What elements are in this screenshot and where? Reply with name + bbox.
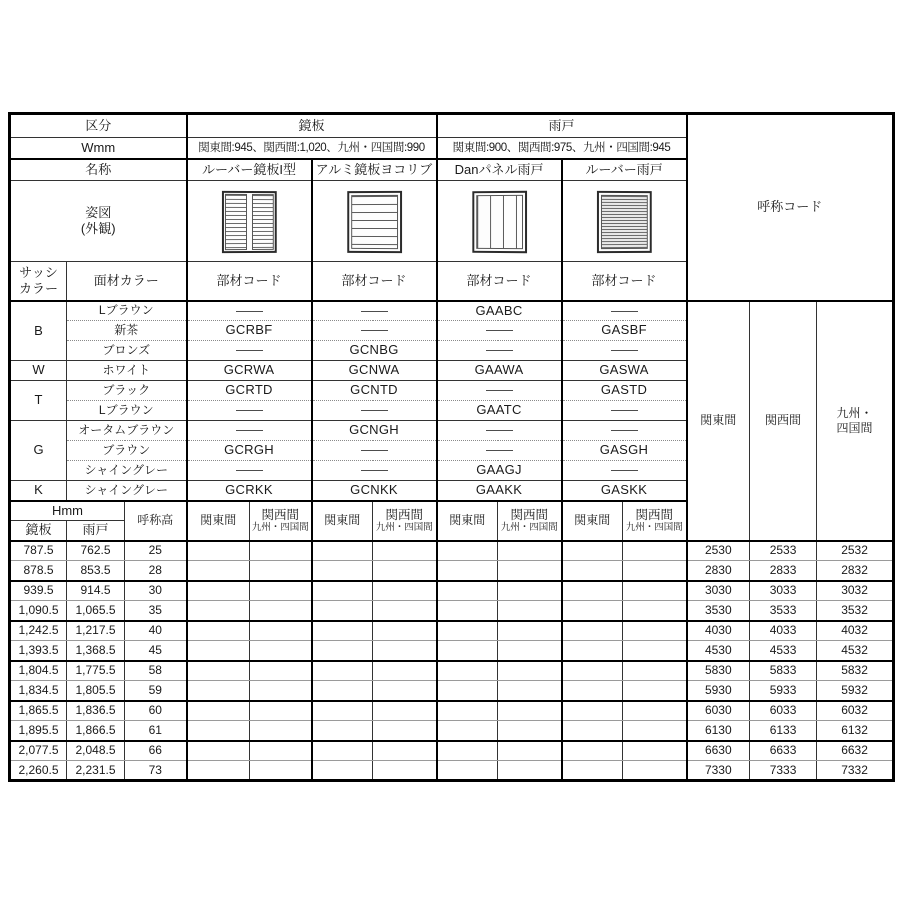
louver-shutter-image [596,190,651,252]
empty-code-cell [250,761,312,781]
empty-code-cell [250,701,312,721]
kansai-call-code: 6633 [750,741,817,761]
part-code-cell [187,461,312,481]
empty-code-cell [437,681,498,701]
kanto-call-code: 2830 [687,561,750,581]
empty-code-cell [498,561,562,581]
aluminum-mirror-panel-yokorib-image [347,190,402,252]
no-code-dash [486,330,513,331]
kansai-call-code: 2833 [750,561,817,581]
empty-code-cell [623,721,687,741]
sash-color-letter: B [10,301,67,361]
empty-code-cell [250,641,312,661]
kanto-region-header: 関東間 [687,301,750,541]
empty-code-cell [373,681,437,701]
empty-code-cell [437,621,498,641]
call-code-header: 呼称コード [687,114,894,301]
size-row [10,741,894,761]
empty-code-cell [437,741,498,761]
part-code-cell: GASTD [562,381,687,401]
call-height-value: 28 [125,561,187,581]
kyushu-call-code: 3532 [817,601,894,621]
kanto-call-code: 4030 [687,621,750,641]
empty-code-cell [623,581,687,601]
no-code-dash [611,470,638,471]
part-code-row [10,301,894,321]
part-code-cell: GCRTD [187,381,312,401]
part-code-header-3: 部材コード [437,262,562,301]
louver-mirror-panel-i-image [221,190,276,252]
empty-code-cell [312,641,373,661]
empty-code-cell [437,541,498,561]
no-code-dash [361,311,388,312]
call-height-value: 66 [125,741,187,761]
kanto-call-code: 6030 [687,701,750,721]
kyushu-call-code: 5832 [817,661,894,681]
kanto-call-code: 2530 [687,541,750,561]
kanto-call-code: 4530 [687,641,750,661]
no-code-dash [611,430,638,431]
empty-code-cell [562,601,623,621]
size-row [10,561,894,581]
empty-code-cell [498,601,562,621]
part-code-cell: GCNKK [312,481,437,501]
dan-panel-shutter-image [472,190,527,252]
empty-code-cell [250,681,312,701]
h-storm-shutter-value: 1,836.5 [67,701,125,721]
empty-code-cell [437,601,498,621]
empty-code-cell [373,601,437,621]
empty-code-cell [562,641,623,661]
empty-code-cell [623,761,687,781]
kanto-call-code: 5830 [687,661,750,681]
part-code-cell: GAAGJ [437,461,562,481]
kanto-call-code: 3530 [687,601,750,621]
empty-code-cell [498,681,562,701]
product-name-louver-shutter: ルーバー雨戸 [562,159,687,181]
part-code-cell [437,381,562,401]
mirror-panel-widths: 関東間:945、関西間:1,020、九州・四国間:990 [187,138,437,159]
empty-code-cell [312,661,373,681]
h-storm-shutter-value: 1,065.5 [67,601,125,621]
sash-color-letter: W [10,361,67,381]
empty-code-cell [498,721,562,741]
kyushu-shikoku-region-header [817,301,894,541]
empty-code-cell [562,761,623,781]
no-code-dash [361,450,388,451]
spec-table [8,112,895,782]
h-storm-shutter-value: 1,368.5 [67,641,125,661]
empty-code-cell [187,561,250,581]
size-row [10,581,894,601]
empty-code-cell [437,721,498,741]
empty-code-cell [562,681,623,701]
h-mirror-panel-value: 787.5 [10,541,67,561]
part-code-cell [562,421,687,441]
empty-code-cell [187,761,250,781]
empty-code-cell [187,621,250,641]
kanto-call-code: 6130 [687,721,750,741]
kyushu-call-code: 5932 [817,681,894,701]
h-storm-shutter-value: 762.5 [67,541,125,561]
h-mirror-panel-value: 2,077.5 [10,741,67,761]
empty-code-cell [437,661,498,681]
kansai-kyushu-subheader-1: 関西間 九州・四国間 [250,501,312,541]
h-mirror-panel-value: 1,895.5 [10,721,67,741]
part-code-cell [187,341,312,361]
h-storm-shutter-value: 2,231.5 [67,761,125,781]
size-row [10,641,894,661]
kanto-subheader-3: 関東間 [437,501,498,541]
empty-code-cell [312,761,373,781]
kansai-kyushu-subheader-4: 関西間 九州・四国間 [623,501,687,541]
empty-code-cell [312,541,373,561]
sash-color-header: サッシ カラー [10,262,67,301]
kanto-subheader-4: 関東間 [562,501,623,541]
no-code-dash [611,311,638,312]
empty-code-cell [250,601,312,621]
face-material-color-name: Lブラウン [67,301,187,321]
h-storm-shutter-value: 853.5 [67,561,125,581]
empty-code-cell [250,621,312,641]
face-material-color-name: シャイングレー [67,461,187,481]
h-mirror-panel-value: 1,090.5 [10,601,67,621]
kansai-call-code: 7333 [750,761,817,781]
size-row [10,661,894,681]
empty-code-cell [373,661,437,681]
part-code-cell: GCNGH [312,421,437,441]
empty-code-cell [623,741,687,761]
face-material-color-name: ホワイト [67,361,187,381]
empty-code-cell [312,581,373,601]
empty-code-cell [373,621,437,641]
call-height-value: 25 [125,541,187,561]
empty-code-cell [498,701,562,721]
no-code-dash [361,470,388,471]
part-code-cell: GCNBG [312,341,437,361]
h-mirror-panel-value: 2,260.5 [10,761,67,781]
part-code-header-1: 部材コード [187,262,312,301]
empty-code-cell [437,641,498,661]
part-code-cell [562,301,687,321]
part-code-cell: GASBF [562,321,687,341]
part-code-cell: GCRGH [187,441,312,461]
empty-code-cell [562,721,623,741]
empty-code-cell [187,641,250,661]
empty-code-cell [623,561,687,581]
category-row [10,114,894,138]
size-row [10,701,894,721]
part-code-cell [312,461,437,481]
kyushu-region-header-line: 九州・ [836,405,873,420]
kansai-call-code: 2533 [750,541,817,561]
kansai-call-code: 3033 [750,581,817,601]
h-mirror-panel-value: 1,242.5 [10,621,67,641]
part-code-header-2: 部材コード [312,262,437,301]
no-code-dash [236,410,263,411]
call-height-value: 60 [125,701,187,721]
part-code-cell [437,441,562,461]
part-code-cell: GASWA [562,361,687,381]
empty-code-cell [498,621,562,641]
empty-code-cell [373,761,437,781]
part-code-cell [187,401,312,421]
kyushu-call-code: 2532 [817,541,894,561]
part-code-cell [312,441,437,461]
empty-code-cell [623,601,687,621]
h-mirror-panel-value: 1,834.5 [10,681,67,701]
size-row [10,541,894,561]
kyushu-call-code: 6032 [817,701,894,721]
empty-code-cell [562,581,623,601]
empty-code-cell [623,621,687,641]
kanto-call-code: 7330 [687,761,750,781]
empty-code-cell [312,701,373,721]
size-row [10,681,894,701]
empty-code-cell [187,681,250,701]
face-material-color-name: シャイングレー [67,481,187,501]
call-height-value: 59 [125,681,187,701]
wmm-label: Wmm [10,138,187,159]
spec-sheet [8,112,895,782]
no-code-dash [486,350,513,351]
empty-code-cell [373,741,437,761]
empty-code-cell [250,661,312,681]
empty-code-cell [312,601,373,621]
empty-code-cell [187,721,250,741]
empty-code-cell [187,741,250,761]
product-name-aluminum-yokorib: アルミ鏡板ヨコリブ [312,159,437,181]
part-code-cell: GAAWA [437,361,562,381]
empty-code-cell [187,541,250,561]
no-code-dash [611,350,638,351]
part-code-cell [437,321,562,341]
part-code-cell: GAAKK [437,481,562,501]
no-code-dash [236,350,263,351]
kyushu-call-code: 6632 [817,741,894,761]
part-code-cell: GAATC [437,401,562,421]
no-code-dash [486,390,513,391]
empty-code-cell [437,581,498,601]
face-material-color-name: Lブラウン [67,401,187,421]
kansai-call-code: 6133 [750,721,817,741]
category-label: 区分 [10,114,187,138]
face-material-color-name: ブロンズ [67,341,187,361]
empty-code-cell [562,541,623,561]
kyushu-call-code: 7332 [841,762,868,777]
part-code-cell [562,341,687,361]
face-material-color-header: 面材カラー [67,262,187,301]
h-mirror-panel-value: 1,804.5 [10,661,67,681]
kyushu-call-code: 6132 [817,721,894,741]
call-height-value: 45 [125,641,187,661]
empty-code-cell [250,721,312,741]
part-code-cell: GCRKK [187,481,312,501]
call-height-header: 呼称高 [125,501,187,541]
kanto-subheader-1: 関東間 [187,501,250,541]
part-code-cell [312,401,437,421]
empty-code-cell [187,581,250,601]
part-code-cell: GASGH [562,441,687,461]
kyushu-call-code: 4532 [817,641,894,661]
h-storm-shutter-value: 1,866.5 [67,721,125,741]
product-name-dan-panel: Danパネル雨戸 [437,159,562,181]
no-code-dash [611,410,638,411]
hmm-header: Hmm [10,501,125,521]
empty-code-cell [312,721,373,741]
empty-code-cell [437,761,498,781]
empty-code-cell [562,621,623,641]
size-row [10,601,894,621]
part-code-cell [562,401,687,421]
call-height-value: 61 [125,721,187,741]
empty-code-cell [623,701,687,721]
empty-code-cell [312,681,373,701]
no-code-dash [361,410,388,411]
h-mirror-panel-value: 1,393.5 [10,641,67,661]
size-row [10,621,894,641]
part-code-cell [187,421,312,441]
call-height-value: 58 [125,661,187,681]
part-code-cell: GAABC [437,301,562,321]
empty-code-cell [437,561,498,581]
sash-color-letter: K [10,481,67,501]
kansai-call-code: 5933 [750,681,817,701]
part-code-cell [437,421,562,441]
empty-code-cell [498,581,562,601]
empty-code-cell [562,701,623,721]
face-material-color-name: ブラック [67,381,187,401]
h-mirror-panel-value: 878.5 [10,561,67,581]
kansai-call-code: 5833 [750,661,817,681]
empty-code-cell [498,641,562,661]
empty-code-cell [187,601,250,621]
h-mirror-panel-col-header: 鏡板 [10,521,67,541]
kanto-subheader-2: 関東間 [312,501,373,541]
kansai-call-code: 3533 [750,601,817,621]
h-mirror-panel-value: 939.5 [10,581,67,601]
size-row [10,761,894,781]
empty-code-cell [373,581,437,601]
empty-code-cell [498,661,562,681]
part-code-cell: GCRWA [187,361,312,381]
part-code-cell: GCRBF [187,321,312,341]
kansai-region-header: 関西間 [750,301,817,541]
storm-shutter-group-header: 雨戸 [437,114,687,138]
call-height-value: 35 [125,601,187,621]
part-code-cell: GCNWA [312,361,437,381]
no-code-dash [486,450,513,451]
h-storm-shutter-value: 914.5 [67,581,125,601]
call-height-value: 40 [125,621,187,641]
part-code-cell: GCNTD [312,381,437,401]
empty-code-cell [187,661,250,681]
empty-code-cell [623,641,687,661]
empty-code-cell [562,561,623,581]
empty-code-cell [312,621,373,641]
empty-code-cell [498,541,562,561]
kyushu-call-code: 3032 [817,581,894,601]
kansai-call-code: 4533 [750,641,817,661]
kanto-call-code: 5930 [687,681,750,701]
part-code-cell [187,301,312,321]
empty-code-cell [312,741,373,761]
call-height-value: 73 [125,761,187,781]
h-storm-shutter-col-header: 雨戸 [67,521,125,541]
h-mirror-panel-value: 1,865.5 [10,701,67,721]
empty-code-cell [437,701,498,721]
h-storm-shutter-value: 1,805.5 [67,681,125,701]
kanto-call-code: 6630 [687,741,750,761]
empty-code-cell [250,741,312,761]
empty-code-cell [623,661,687,681]
no-code-dash [486,430,513,431]
storm-shutter-widths: 関東間:900、関西間:975、九州・四国間:945 [437,138,687,159]
empty-code-cell [250,541,312,561]
empty-code-cell [373,701,437,721]
part-code-cell: GASKK [562,481,687,501]
no-code-dash [236,311,263,312]
h-storm-shutter-value: 2,048.5 [67,741,125,761]
kyushu-call-code: 4032 [817,621,894,641]
h-storm-shutter-value: 1,217.5 [67,621,125,641]
empty-code-cell [373,541,437,561]
empty-code-cell [187,701,250,721]
call-height-value: 30 [125,581,187,601]
empty-code-cell [373,641,437,661]
sash-color-letter: T [10,381,67,421]
empty-code-cell [498,741,562,761]
kansai-kyushu-subheader-3: 関西間 九州・四国間 [498,501,562,541]
sash-color-letter: G [10,421,67,481]
kyushu-region-header-line: 四国間 [836,420,873,435]
empty-code-cell [312,561,373,581]
product-name-louver-mirror: ルーバー鏡板I型 [187,159,312,181]
face-material-color-name: オータムブラウン [67,421,187,441]
h-storm-shutter-value: 1,775.5 [67,661,125,681]
kyushu-call-code: 2832 [817,561,894,581]
face-material-color-name: 新茶 [67,321,187,341]
no-code-dash [236,470,263,471]
name-label: 名称 [10,159,187,181]
empty-code-cell [623,541,687,561]
empty-code-cell [373,721,437,741]
no-code-dash [361,330,388,331]
part-code-cell [312,321,437,341]
size-row [10,721,894,741]
part-code-cell [312,301,437,321]
part-code-header-4: 部材コード [562,262,687,301]
empty-code-cell [373,561,437,581]
part-code-cell [437,341,562,361]
mirror-panel-group-header: 鏡板 [187,114,437,138]
appearance-label: 姿図 (外観) [10,181,187,262]
empty-code-cell [562,661,623,681]
empty-code-cell [250,561,312,581]
empty-code-cell [562,741,623,761]
empty-code-cell [498,761,562,781]
no-code-dash [236,430,263,431]
kansai-kyushu-subheader-2: 関西間 九州・四国間 [373,501,437,541]
part-code-cell [562,461,687,481]
kanto-call-code: 3030 [687,581,750,601]
kansai-call-code: 4033 [750,621,817,641]
face-material-color-name: ブラウン [67,441,187,461]
empty-code-cell [623,681,687,701]
empty-code-cell [250,581,312,601]
kansai-call-code: 6033 [750,701,817,721]
